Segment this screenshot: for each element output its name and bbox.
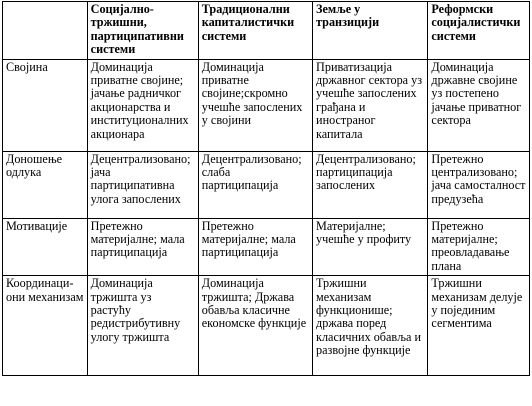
table-row-coordination (3, 276, 530, 376)
table-cell: Доминација приватне својине;скромно учешће запослених у својини (198, 59, 312, 151)
table-row-ownership (3, 59, 530, 151)
table-cell: Тржишни механизам делује у појединим сегментима (428, 276, 530, 376)
header-cell-social-market: Социјално-тржишни, партиципативни системи (87, 2, 198, 60)
table-cell: Децентрализовано; слаба партиципација (198, 151, 312, 218)
row-label: Својина (3, 59, 88, 151)
comparison-table (2, 1, 530, 376)
table-cell: Децентрализовано; јача партиципативна улога запослених (87, 151, 198, 218)
table-cell: Доминација тржишта уз растућу редистрибутивну улогу тржишта (87, 276, 198, 376)
header-cell-empty (3, 2, 88, 60)
table-cell: Материјалне; учешће у профиту (313, 218, 428, 276)
table-row-decision-making (3, 151, 530, 218)
table-cell: Претежно централизовано; јача самосталност предузећа (428, 151, 530, 218)
table-cell: Децентрализовано; партиципација запослених (313, 151, 428, 218)
table-row-motivation (3, 218, 530, 276)
header-cell-traditional-capitalist: Традиционални капиталистички системи (198, 2, 312, 60)
table-cell: Претежно материјалне; мала партиципација (198, 218, 312, 276)
row-label: Мотивације (3, 218, 88, 276)
header-cell-reform-socialist: Реформски социјалистички системи (428, 2, 530, 60)
header-cell-transition: Земље у транзицији (313, 2, 428, 60)
table-cell: Претежно материјалне; мала партиципација (87, 218, 198, 276)
table-cell: Приватизација државног сектора уз учешће запослених грађана и иностраног капитала (313, 59, 428, 151)
table-cell: Доминација приватне својине; јачање радничког акционарства и институционалних акционара (87, 59, 198, 151)
table-cell: Претежно материјалне; преовладавање плана (428, 218, 530, 276)
table-header-row (3, 2, 530, 60)
table-cell: Тржишни механизам функционише; држава поред класичних обавља и развојне функције (313, 276, 428, 376)
table-cell: Доминација тржишта; Држава обавља класичне економске функције (198, 276, 312, 376)
row-label: Доношење одлука (3, 151, 88, 218)
table-cell: Доминација државне својине уз постепено јачање приватног сектора (428, 59, 530, 151)
row-label: Координаци-они механизам (3, 276, 88, 376)
